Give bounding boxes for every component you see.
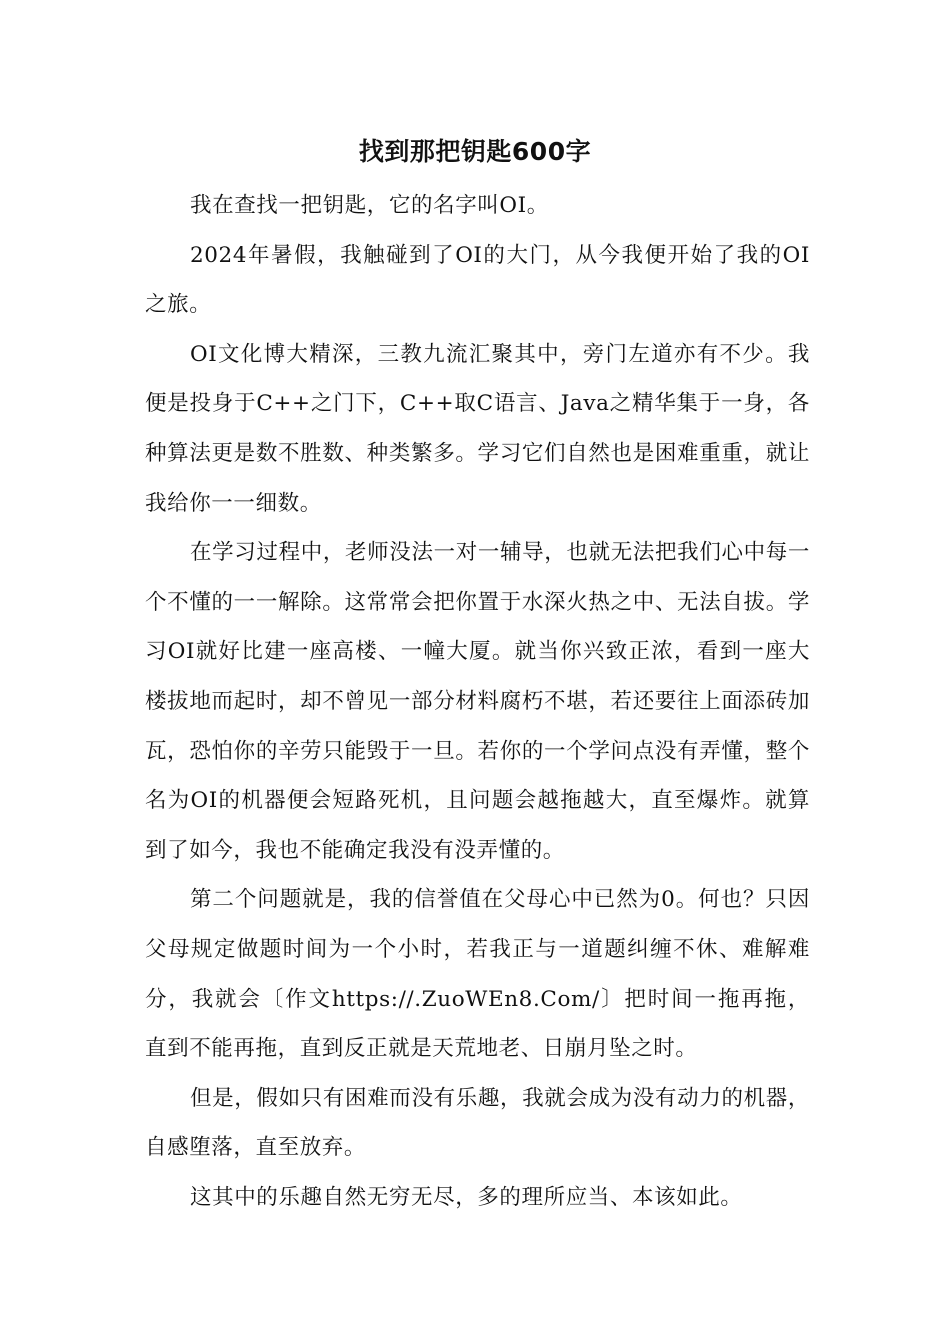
paragraph: OI文化博大精深，三教九流汇聚其中，旁门左道亦有不少。我便是投身于C++之门下，C++取C语言、Java之精华集于一身，各种算法更是数不胜数、种类繁多。学习它们自然也是困难重重，就让我给你一一细数。: [145, 341, 810, 516]
document-body: [145, 181, 810, 1222]
document-title: 找到那把钥匙600字: [358, 137, 592, 166]
paragraph: 在学习过程中，老师没法一对一辅导，也就无法把我们心中每一个不懂的一一解除。这常常会把你置于水深火热之中、无法自拔。学习OI就好比建一座高楼、一幢大厦。就当你兴致正浓，看到一座大楼拔地而起时，却不曾见一部分材料腐朽不堪，若还要往上面添砖加瓦，恐怕你的辛劳只能毁于一旦。若你的一个学问点没有弄懂，整个名为OI的机器便会短路死机，且问题会越拖越大，直至爆炸。就算到了如今，我也不能确定我没有没弄懂的。: [145, 540, 810, 863]
paragraph: 2024年暑假，我触碰到了OI的大门，从今我便开始了我的OI之旅。: [145, 242, 810, 318]
paragraph: 第二个问题就是，我的信誉值在父母心中已然为0。何也？只因父母规定做题时间为一个小时，若我正与一道题纠缠不休、难解难分，我就会〔作文https://.ZuoWEn8.Com/〕把时间一拖再拖，直到不能再拖，直到反正就是天荒地老、日崩月坠之时。: [145, 887, 810, 1062]
paragraph: 这其中的乐趣自然无穷无尽，多的理所应当、本该如此。: [190, 1184, 743, 1210]
paragraph: 但是，假如只有困难而没有乐趣，我就会成为没有动力的机器，自感堕落，直至放弃。: [145, 1085, 810, 1161]
paragraph: 我在查找一把钥匙，它的名字叫OI。: [190, 193, 549, 218]
